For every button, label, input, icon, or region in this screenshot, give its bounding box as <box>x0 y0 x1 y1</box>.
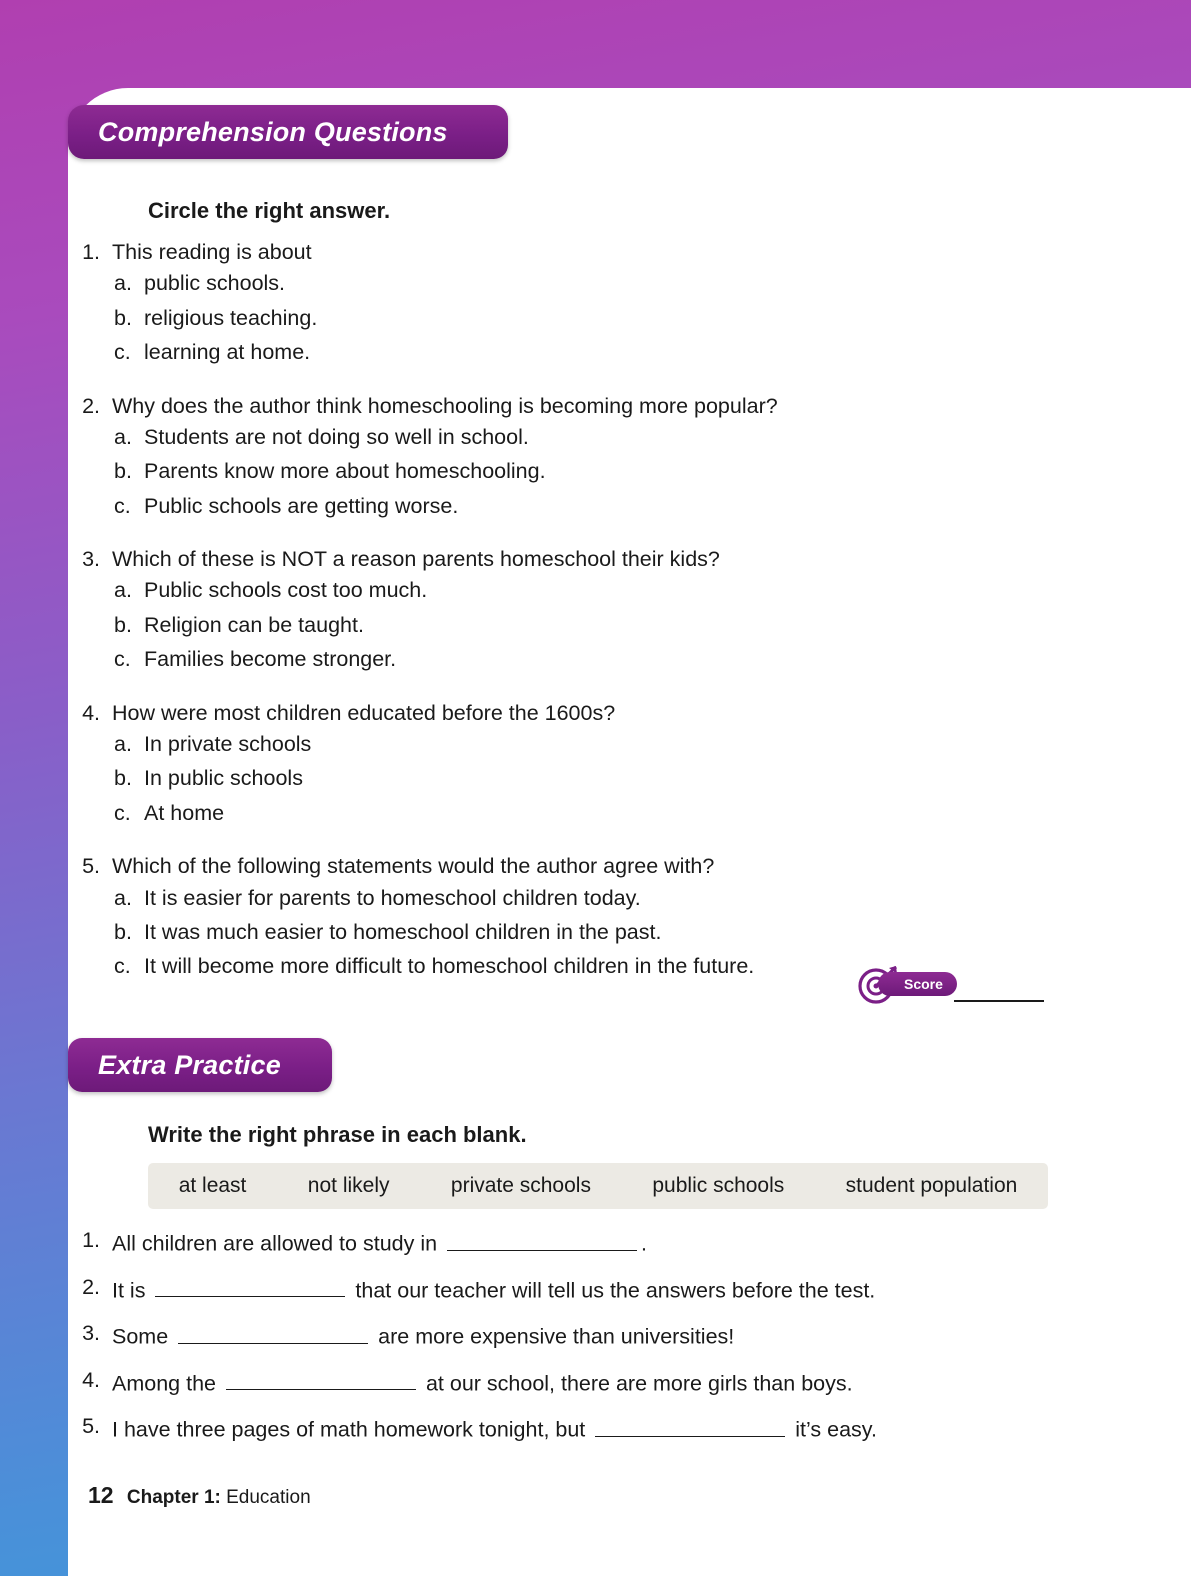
option-letter: b. <box>114 612 132 637</box>
question-item <box>76 545 1076 677</box>
word-bank-item[interactable]: private schools <box>450 1174 591 1197</box>
option-letter: a. <box>114 885 132 910</box>
item-text-after: . <box>641 1231 648 1256</box>
option-letter: c. <box>114 493 131 518</box>
option-letter: c. <box>114 340 131 365</box>
option-text: In private schools <box>144 732 312 757</box>
answer-option[interactable] <box>76 301 1076 335</box>
word-bank-item[interactable]: public schools <box>652 1174 785 1197</box>
option-text: Religion can be taught. <box>144 612 364 637</box>
option-text: It will become more difficult to homeschool children in the future. <box>144 954 755 979</box>
fill-in-blank-item <box>76 1275 1096 1304</box>
question-item <box>76 699 1076 831</box>
option-letter: b. <box>114 766 132 791</box>
item-text-after: it’s easy. <box>795 1417 877 1442</box>
item-text-after: are more expensive than universities! <box>378 1324 735 1349</box>
question-text: Which of these is NOT a reason parents homeschool their kids? <box>112 547 720 572</box>
item-number: 2. <box>82 1274 100 1299</box>
item-text-before: Among the <box>112 1371 216 1395</box>
section-tab-extra-practice-label: Extra Practice <box>98 1049 281 1080</box>
answer-option[interactable] <box>76 608 1076 642</box>
item-text-before: All children are allowed to study in <box>112 1231 438 1256</box>
answer-option[interactable] <box>76 266 1076 300</box>
item-text-before: It is <box>112 1278 146 1302</box>
question-number: 4. <box>82 700 100 725</box>
option-letter: b. <box>114 459 132 484</box>
option-letter: b. <box>114 305 132 330</box>
blank-input[interactable] <box>447 1228 637 1251</box>
option-text: Public schools are getting worse. <box>144 493 459 518</box>
blank-input[interactable] <box>155 1275 345 1298</box>
blank-input[interactable] <box>595 1414 785 1437</box>
option-text: Parents know more about homeschooling. <box>144 459 546 484</box>
chapter-title: Education <box>226 1487 311 1508</box>
option-text: It is easier for parents to homeschool children today. <box>144 885 641 910</box>
item-text-before: Some <box>112 1324 169 1349</box>
question-number: 3. <box>82 547 100 572</box>
item-text-after: at our school, there are more girls than boys. <box>425 1371 853 1395</box>
item-number: 4. <box>82 1367 100 1392</box>
word-bank-item[interactable]: student population <box>845 1174 1018 1197</box>
answer-option[interactable] <box>76 489 1076 523</box>
page-number: 12 <box>88 1482 114 1508</box>
question-text: Why does the author think homeschooling is becoming more popular? <box>112 393 778 418</box>
score-blank[interactable] <box>954 1000 1044 1002</box>
word-bank <box>148 1163 1048 1209</box>
option-text: public schools. <box>144 271 286 296</box>
score-label: Score <box>878 972 957 996</box>
option-text: learning at home. <box>144 340 311 365</box>
answer-option[interactable] <box>76 573 1076 607</box>
item-number: 1. <box>82 1228 100 1252</box>
word-bank-item[interactable]: at least <box>178 1174 247 1197</box>
option-letter: c. <box>114 647 131 672</box>
option-letter: b. <box>114 919 132 944</box>
section-tab-extra-practice <box>68 1038 332 1092</box>
option-text: It was much easier to homeschool children in the past. <box>144 919 662 944</box>
fill-in-blank-item <box>76 1321 1096 1350</box>
score-badge <box>856 962 1056 1006</box>
item-text-after: that our teacher will tell us the answers before the test. <box>355 1278 876 1302</box>
extra-practice-list <box>76 1228 1096 1461</box>
option-text: Students are not doing so well in school. <box>144 424 529 449</box>
question-number: 2. <box>82 393 100 418</box>
answer-option[interactable] <box>76 454 1076 488</box>
chapter-label: Chapter 1: <box>126 1487 221 1508</box>
option-letter: c. <box>114 800 131 825</box>
answer-option[interactable] <box>76 881 1076 915</box>
answer-option[interactable] <box>76 727 1076 761</box>
section-tab-comprehension <box>68 105 508 159</box>
option-letter: c. <box>114 954 131 979</box>
extra-practice-instruction: Write the right phrase in each blank. <box>148 1122 527 1147</box>
option-letter: a. <box>114 732 132 757</box>
question-item <box>76 238 1076 370</box>
option-text: Public schools cost too much. <box>144 578 428 603</box>
answer-option[interactable] <box>76 420 1076 454</box>
blank-input[interactable] <box>226 1368 416 1391</box>
option-text: Families become stronger. <box>144 647 397 672</box>
section-tab-comprehension-label: Comprehension Questions <box>98 116 448 147</box>
word-bank-item[interactable]: not likely <box>307 1174 390 1197</box>
item-number: 5. <box>82 1414 100 1438</box>
answer-option[interactable] <box>76 335 1076 369</box>
option-text: In public schools <box>144 766 303 791</box>
comprehension-question-list <box>76 238 1076 1006</box>
question-item <box>76 392 1076 524</box>
blank-input[interactable] <box>178 1321 368 1344</box>
tab-curve-decoration <box>508 88 648 162</box>
page-footer <box>88 1482 311 1509</box>
option-letter: a. <box>114 578 132 603</box>
option-letter: a. <box>114 424 132 449</box>
fill-in-blank-item <box>76 1414 1096 1443</box>
option-text: At home <box>144 800 225 825</box>
item-number: 3. <box>82 1321 100 1345</box>
question-number: 5. <box>82 854 100 879</box>
question-text: Which of the following statements would the author agree with? <box>112 854 715 879</box>
item-text-before: I have three pages of math homework tonight, but <box>112 1417 586 1442</box>
answer-option[interactable] <box>76 642 1076 676</box>
answer-option[interactable] <box>76 796 1076 830</box>
comprehension-instruction: Circle the right answer. <box>148 198 391 223</box>
fill-in-blank-item <box>76 1368 1096 1397</box>
answer-option[interactable] <box>76 761 1076 795</box>
question-text: This reading is about <box>112 240 312 264</box>
fill-in-blank-item <box>76 1228 1096 1257</box>
question-number: 1. <box>82 240 100 264</box>
option-letter: a. <box>114 271 132 296</box>
question-text: How were most children educated before the 1600s? <box>112 700 616 725</box>
option-text: religious teaching. <box>144 305 318 330</box>
answer-option[interactable] <box>76 915 1076 949</box>
